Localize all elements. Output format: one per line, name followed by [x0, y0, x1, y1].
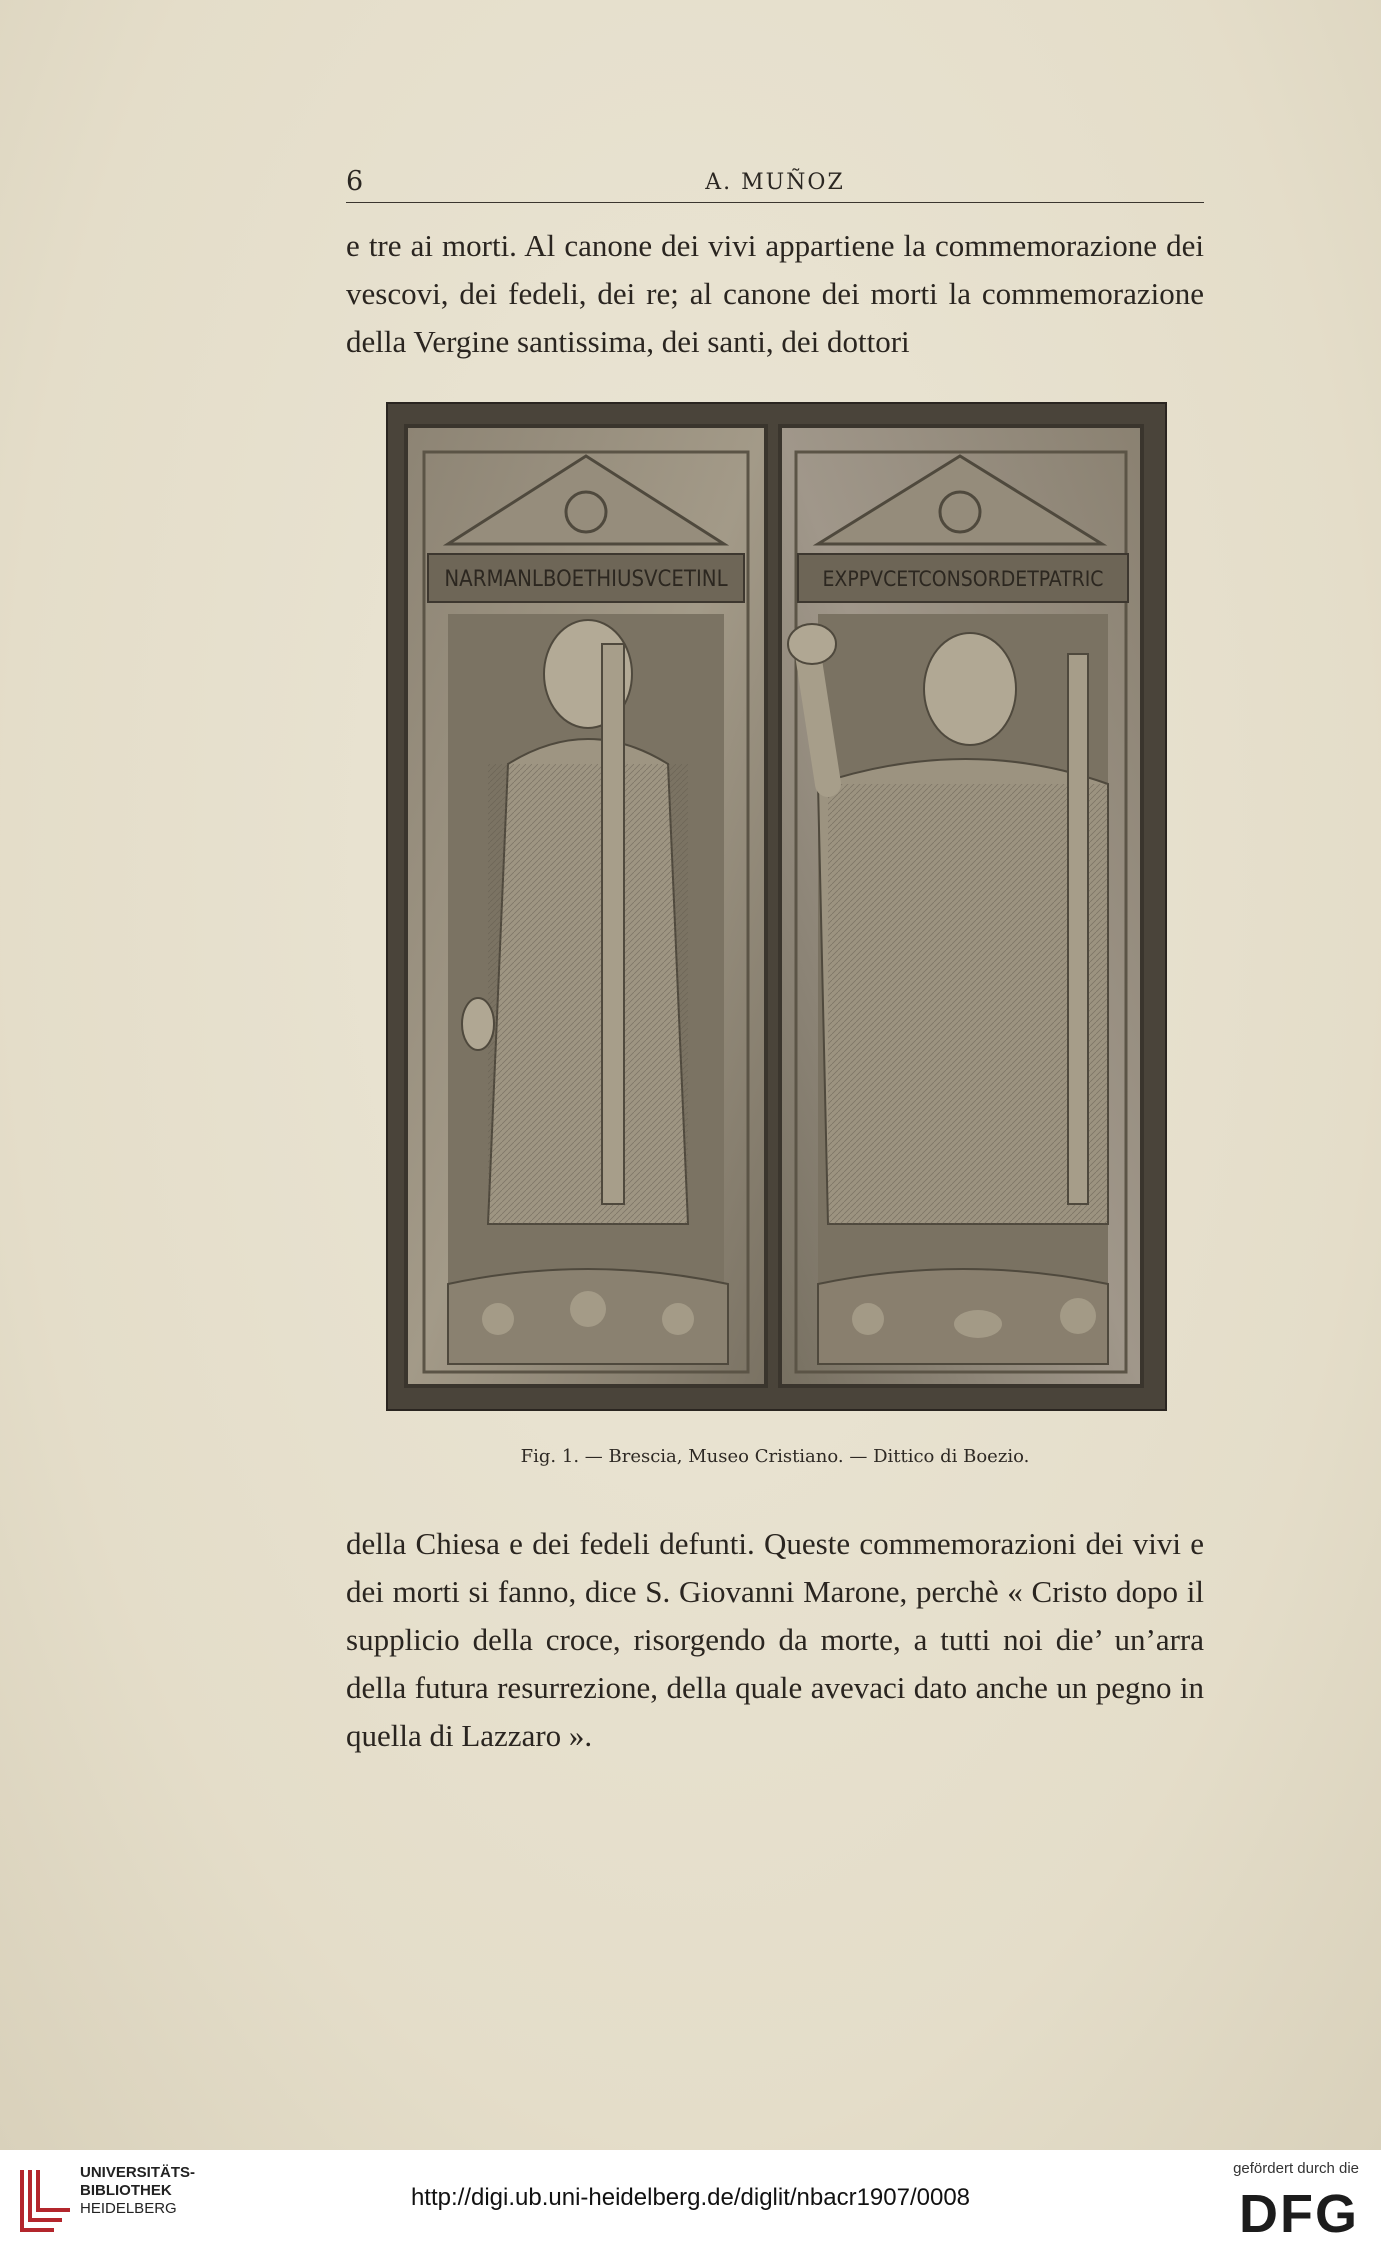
figure-plate: [388, 404, 1165, 1409]
paragraph-top: e tre ai morti. Al canone dei vivi appartiene la commemorazione dei vescovi, dei fedeli, dei re; al canone dei morti la commemorazione della Vergine santissima, dei santi, dei dottori: [346, 228, 1204, 359]
library-line-1: UNIVERSITÄTS-: [80, 2164, 196, 2181]
source-url-link[interactable]: http://digi.ub.uni-heidelberg.de/diglit/nbacr1907/0008: [410, 2184, 971, 2211]
page-header: [346, 160, 1204, 203]
footer-bar: [0, 2150, 1381, 2252]
paragraph-bottom: della Chiesa e dei fedeli defunti. Queste commemorazioni dei vivi e dei morti si fanno, dice S. Giovanni Marone, perchè « Cristo dopo il supplicio della croce, risorgendo da morte, a tutti noi die’ un’arra della futura resurrezione, della quale avevaci dato anche un pegno in quella di Lazzaro ».: [346, 1526, 1204, 1753]
running-head: A. MUÑOZ: [705, 170, 845, 195]
inscription-left: NARMANLBOETHIUSVCETINL: [444, 567, 728, 592]
figure-caption: Fig. 1. — Brescia, Museo Cristiano. — Dittico di Boezio.: [520, 1446, 1030, 1467]
diptych-image: [388, 404, 1165, 1409]
dfg-logo: DFG: [1239, 2184, 1359, 2244]
library-line-2: BIBLIOTHEK: [80, 2182, 172, 2199]
funded-by-label: gefördert durch die: [1233, 2160, 1359, 2177]
inscription-right: EXPPVCETCONSORDETPATRIC: [822, 567, 1104, 591]
library-line-3: HEIDELBERG: [80, 2200, 177, 2217]
page-number: 6: [346, 166, 364, 197]
